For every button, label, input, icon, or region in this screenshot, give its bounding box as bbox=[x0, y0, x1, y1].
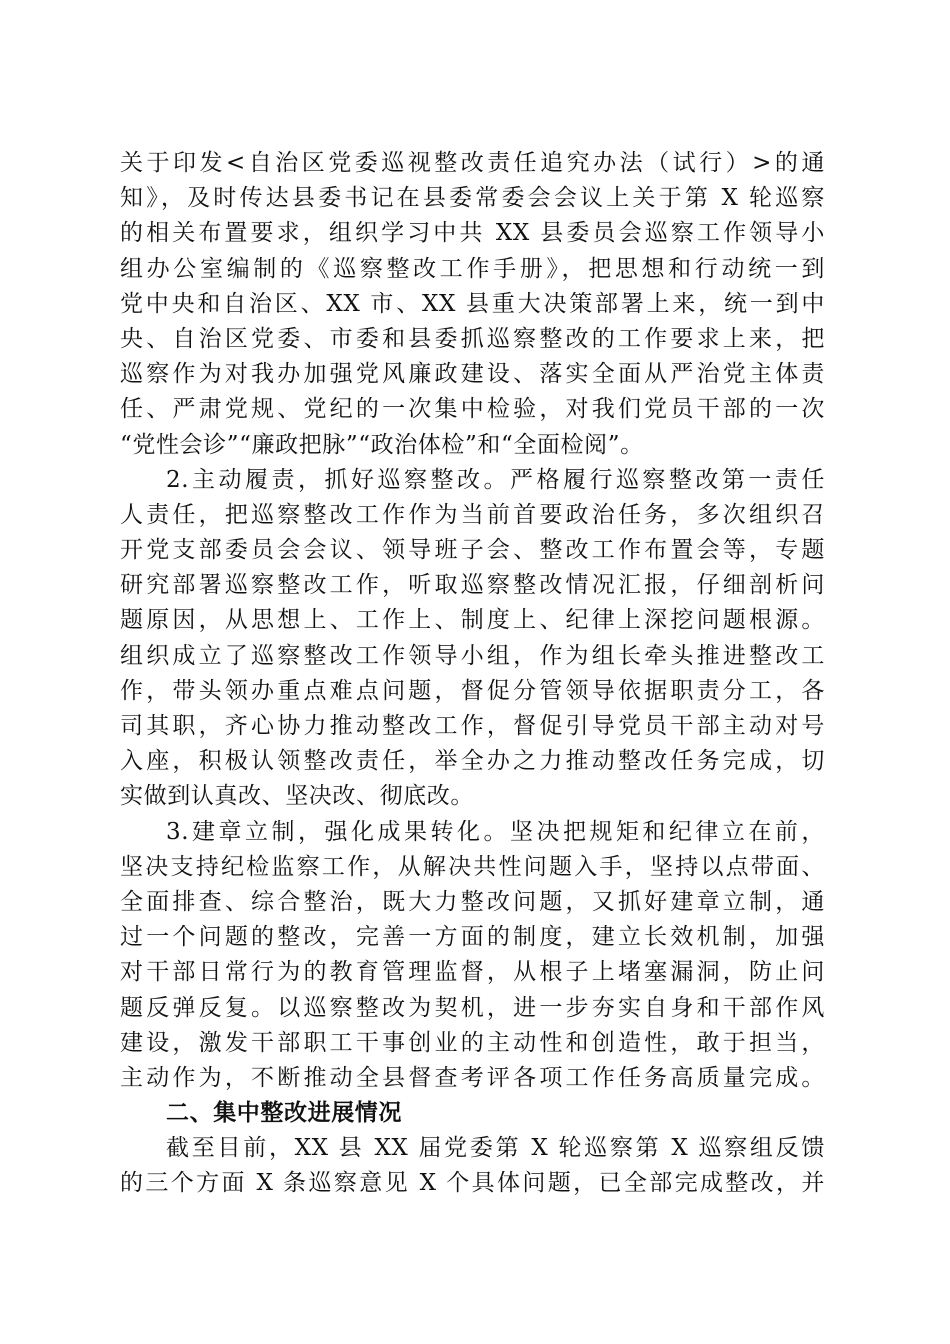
text-line: 建设，激发干部职工干事创业的主动性和创造性，敢于担当， bbox=[120, 1029, 825, 1056]
text-line: 对干部日常行为的教育管理监督，从根子上堵塞漏洞，防止问 bbox=[120, 959, 825, 986]
text-line: 入座，积极认领整改责任，举全办之力推动整改任务完成，切 bbox=[120, 748, 825, 775]
text-line: 截至目前，XX 县 XX 届党委第 X 轮巡察第 X 巡察组反馈 bbox=[166, 1135, 825, 1162]
text-line: 过一个问题的整改，完善一方面的制度，建立长效机制，加强 bbox=[120, 924, 825, 951]
text-line: 主动作为，不断推动全县督查考评各项工作任务高质量完成。 bbox=[120, 1064, 825, 1091]
text-line: 2.主动履责，抓好巡察整改。严格履行巡察整改第一责任 bbox=[166, 466, 825, 493]
text-line: 研究部署巡察整改工作，听取巡察整改情况汇报，仔细剖析问 bbox=[120, 572, 825, 599]
text-line: 题反弹反复。以巡察整改为契机，进一步夯实自身和干部作风 bbox=[120, 994, 825, 1021]
text-line: 组织成立了巡察整改工作领导小组，作为组长牵头推进整改工 bbox=[120, 642, 825, 669]
text-line: 的相关布置要求，组织学习中共 XX 县委员会巡察工作领导小 bbox=[120, 220, 825, 247]
text-line: 关于印发<自治区党委巡视整改责任追究办法（试行）>的通 bbox=[120, 150, 825, 176]
text-line: 央、自治区党委、市委和县委抓巡察整改的工作要求上来，把 bbox=[120, 325, 825, 352]
document-body bbox=[120, 146, 825, 1202]
text-line: 任、严肃党规、党纪的一次集中检验，对我们党员干部的一次 bbox=[120, 396, 825, 423]
text-line: 党中央和自治区、XX 市、XX 县重大决策部署上来，统一到中 bbox=[120, 290, 825, 317]
text-line: 开党支部委员会会议、领导班子会、整改工作布置会等，专题 bbox=[120, 537, 825, 564]
text-line: 司其职，齐心协力推动整改工作，督促引导党员干部主动对号 bbox=[120, 713, 825, 739]
text-line: 题原因，从思想上、工作上、制度上、纪律上深挖问题根源。 bbox=[120, 607, 825, 634]
text-line: 全面排查、综合整治，既大力整改问题，又抓好建章立制，通 bbox=[120, 888, 825, 915]
section-heading: 二、集中整改进展情况 bbox=[166, 1100, 402, 1127]
text-line: 知》，及时传达县委书记在县委常委会会议上关于第 X 轮巡察 bbox=[120, 185, 825, 212]
text-line: 组办公室编制的《巡察整改工作手册》，把思想和行动统一到 bbox=[120, 255, 825, 282]
text-line: 人责任，把巡察整改工作作为当前首要政治任务，多次组织召 bbox=[120, 501, 825, 528]
text-line: 坚决支持纪检监察工作，从解决共性问题入手，坚持以点带面、 bbox=[120, 853, 825, 880]
text-line: 作，带头领办重点难点问题，督促分管领导依据职责分工，各 bbox=[120, 677, 825, 704]
text-line: 巡察作为对我办加强党风廉政建设、落实全面从严治党主体责 bbox=[120, 361, 825, 388]
text-line: 的三个方面 X 条巡察意见 X 个具体问题，已全部完成整改，并 bbox=[120, 1170, 825, 1197]
text-line: 实做到认真改、坚决改、彻底改。 bbox=[120, 783, 474, 810]
text-line: 3.建章立制，强化成果转化。坚决把规矩和纪律立在前， bbox=[166, 818, 825, 845]
text-line: “党性会诊”“廉政把脉”“政治体检”和“全面检阅”。 bbox=[120, 431, 644, 458]
